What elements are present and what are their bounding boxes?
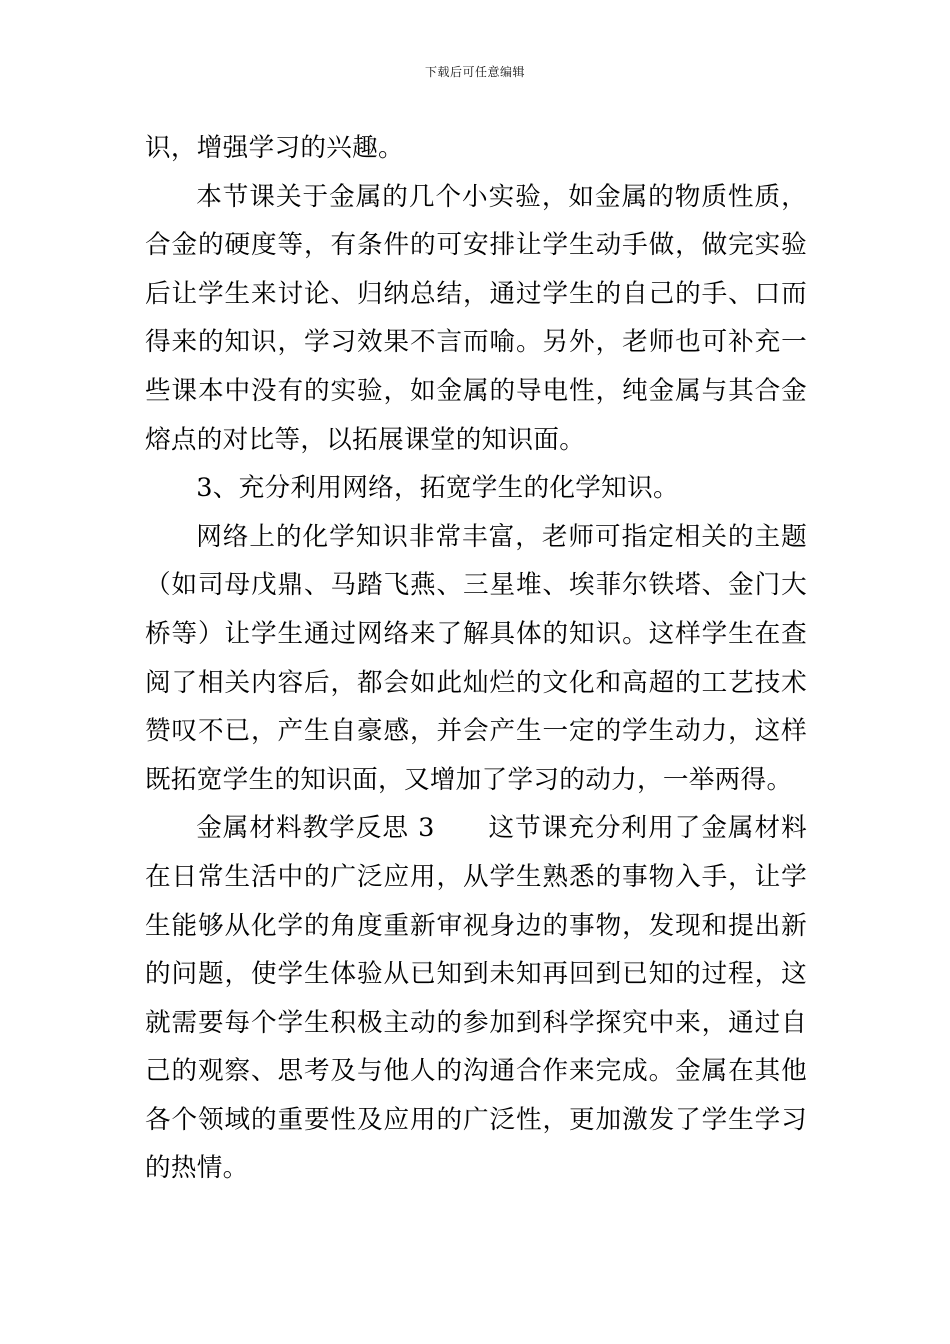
- paragraph-experiments: 本节课关于金属的几个小实验，如金属的物质性质，合金的硬度等，有条件的可安排让学生动手做，做完实验后让学生来讨论、归纳总结，通过学生的自己的手、口而得来的知识，学习效果不言而喻。另外，老师也可补充一些课本中没有的实验，如金属的导电性，纯金属与其合金熔点的对比等，以拓展课堂的知识面。: [145, 181, 807, 455]
- page-header: 下载后可任意编辑: [424, 65, 525, 79]
- section-heading-network: 3、充分利用网络，拓宽学生的化学知识。: [196, 473, 679, 504]
- paragraph-reflection-3: 金属材料教学反思 3 这节课充分利用了金属材料在日常生活中的广泛应用，从学生熟悉的事物入手，让学生能够从化学的角度重新审视身边的事物，发现和提出新的问题，使学生体验从已知到未知再回到已知的过程，这就需要每个学生积极主动的参加到科学探究中来，通过自己的观察、思考及与他人的沟通合作来完成。金属在其他各个领域的重要性及应用的广泛性，更加激发了学生学习的热情。: [145, 813, 807, 1184]
- paragraph-network-knowledge: 网络上的化学知识非常丰富，老师可指定相关的主题（如司母戊鼎、马踏飞燕、三星堆、埃菲尔铁塔、金门大桥等）让学生通过网络来了解具体的知识。这样学生在查阅了相关内容后，都会如此灿烂的文化和高超的工艺技术赞叹不已，产生自豪感，并会产生一定的学生动力，这样既拓宽学生的知识面，又增加了学习的动力，一举两得。: [145, 521, 807, 795]
- paragraph-continuation: 识，增强学习的兴趣。: [145, 133, 404, 163]
- document-body: [145, 124, 807, 1193]
